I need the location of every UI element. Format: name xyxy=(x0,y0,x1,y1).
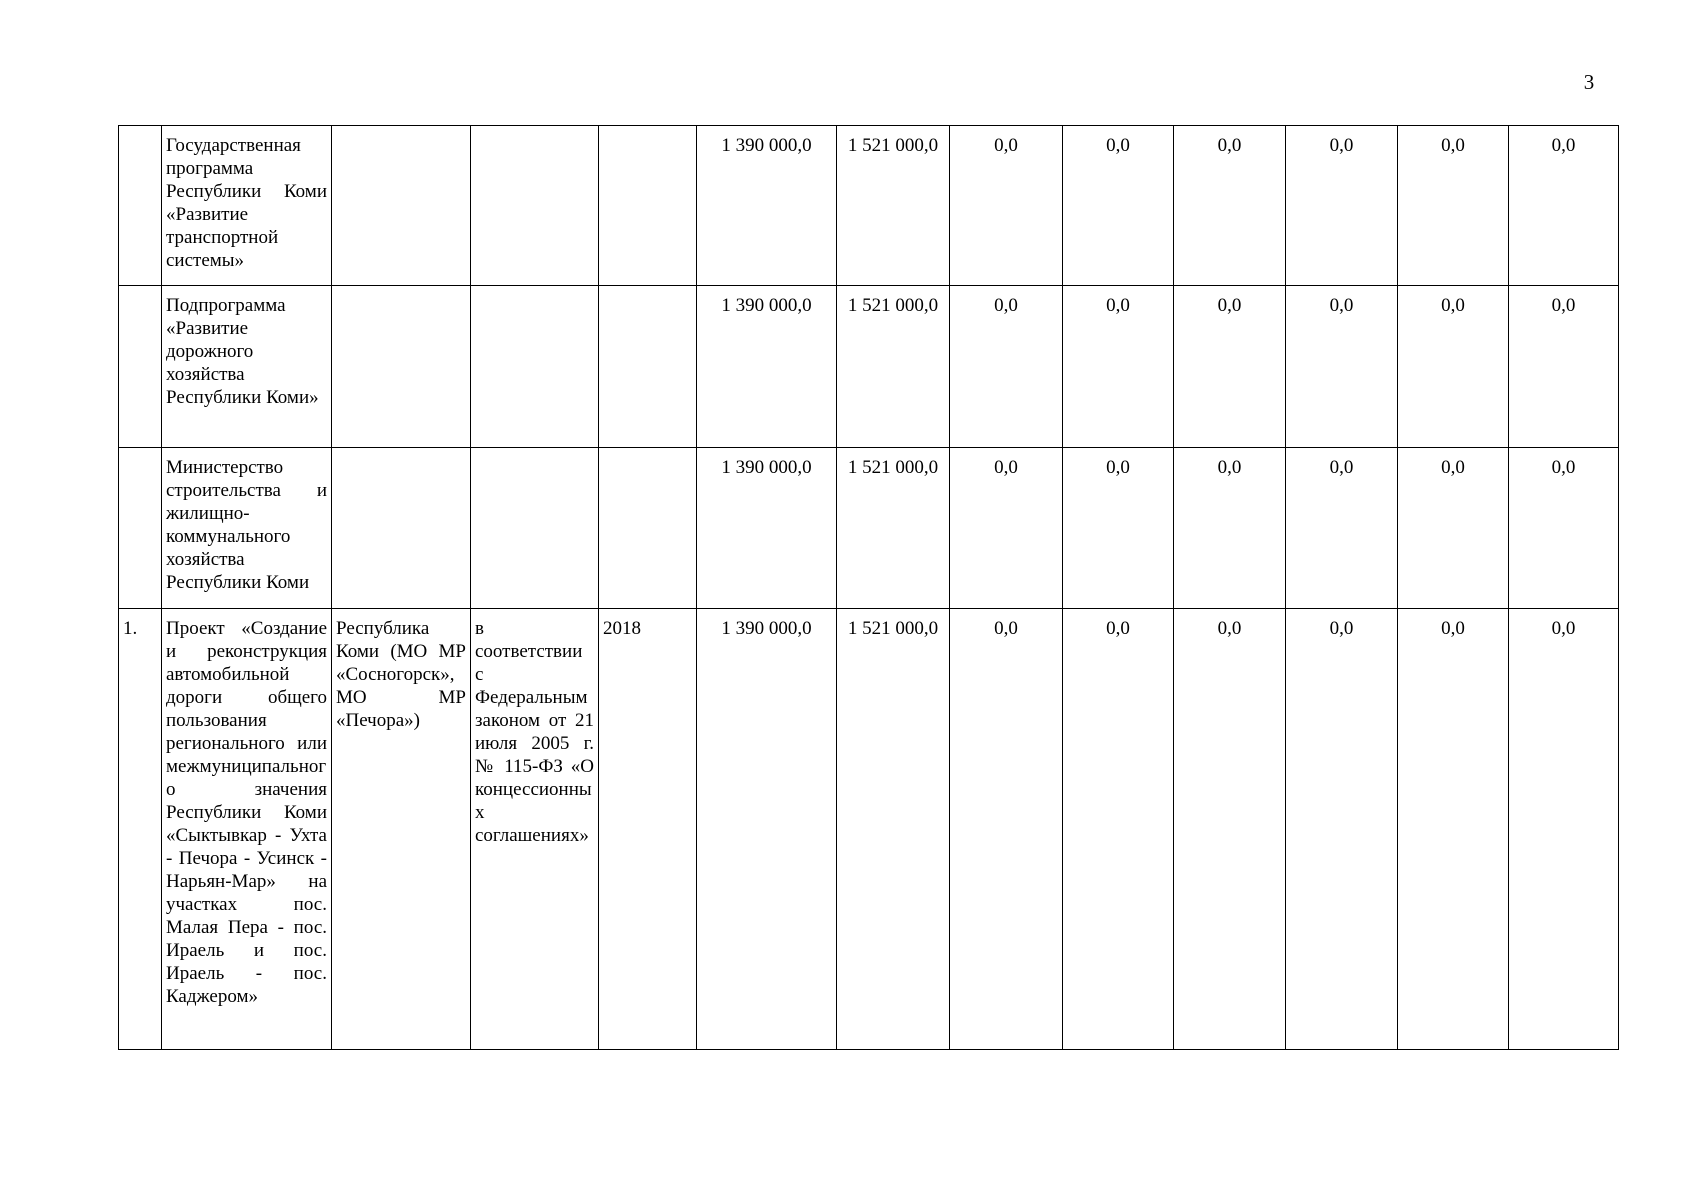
value-cell: 0,0 xyxy=(1063,126,1174,286)
value-cell: 0,0 xyxy=(1063,609,1174,1050)
territory-cell xyxy=(332,286,471,448)
program-name-cell: Министерство строительства и жилищно-коммунального хозяйства Республики Коми xyxy=(162,448,332,609)
budget-table xyxy=(118,125,1619,1050)
value-cell: 0,0 xyxy=(1398,126,1509,286)
year-cell xyxy=(599,126,697,286)
table-row xyxy=(119,448,1619,609)
year-cell xyxy=(599,448,697,609)
value-cell: 0,0 xyxy=(1398,609,1509,1050)
value-cell: 0,0 xyxy=(950,286,1063,448)
value-cell: 0,0 xyxy=(1174,448,1286,609)
year-cell xyxy=(599,286,697,448)
page-number: 3 xyxy=(1583,70,1595,94)
row-number-cell: 1. xyxy=(119,609,162,1050)
total-cost-cell: 1 390 000,0 xyxy=(697,286,837,448)
territory-cell xyxy=(332,448,471,609)
territory-cell xyxy=(332,126,471,286)
value-cell: 0,0 xyxy=(1286,286,1398,448)
program-name-cell: Государственная программа Республики Коми «Развитие транспортной системы» xyxy=(162,126,332,286)
total-cost-cell: 1 521 000,0 xyxy=(837,286,950,448)
territory-cell: Республика Коми (МО МР «Сосногорск», МО МР «Печора») xyxy=(332,609,471,1050)
value-cell: 0,0 xyxy=(1063,286,1174,448)
row-number-cell xyxy=(119,286,162,448)
value-cell: 0,0 xyxy=(1398,286,1509,448)
total-cost-cell: 1 521 000,0 xyxy=(837,448,950,609)
value-cell: 0,0 xyxy=(1509,126,1619,286)
total-cost-cell: 1 390 000,0 xyxy=(697,448,837,609)
row-number-cell xyxy=(119,126,162,286)
value-cell: 0,0 xyxy=(1509,448,1619,609)
total-cost-cell: 1 390 000,0 xyxy=(697,126,837,286)
value-cell: 0,0 xyxy=(950,126,1063,286)
total-cost-cell: 1 390 000,0 xyxy=(697,609,837,1050)
value-cell: 0,0 xyxy=(1174,609,1286,1050)
value-cell: 0,0 xyxy=(1286,126,1398,286)
value-cell: 0,0 xyxy=(1286,609,1398,1050)
value-cell: 0,0 xyxy=(1509,286,1619,448)
value-cell: 0,0 xyxy=(1509,609,1619,1050)
form-cell: в соответствии с Федеральным законом от 21 июля 2005 г. № 115-ФЗ «О концессионных соглашениях» xyxy=(471,609,599,1050)
total-cost-cell: 1 521 000,0 xyxy=(837,609,950,1050)
form-cell xyxy=(471,126,599,286)
value-cell: 0,0 xyxy=(950,609,1063,1050)
value-cell: 0,0 xyxy=(1398,448,1509,609)
total-cost-cell: 1 521 000,0 xyxy=(837,126,950,286)
program-name-cell: Проект «Создание и реконструкция автомобильной дороги общего пользования регионального или межмуниципального значения Республики Коми «Сыктывкар - Ухта - Печора - Усинск - Нарьян-Мар» на участках пос. Малая Пера - пос. Ираель и пос. Ираель - пос. Каджером» xyxy=(162,609,332,1050)
table-row xyxy=(119,286,1619,448)
value-cell: 0,0 xyxy=(1174,286,1286,448)
form-cell xyxy=(471,448,599,609)
table-row xyxy=(119,609,1619,1050)
program-name-cell: Подпрограмма «Развитие дорожного хозяйства Республики Коми» xyxy=(162,286,332,448)
value-cell: 0,0 xyxy=(950,448,1063,609)
form-cell xyxy=(471,286,599,448)
year-cell: 2018 xyxy=(599,609,697,1050)
value-cell: 0,0 xyxy=(1286,448,1398,609)
row-number-cell xyxy=(119,448,162,609)
value-cell: 0,0 xyxy=(1063,448,1174,609)
value-cell: 0,0 xyxy=(1174,126,1286,286)
table-row xyxy=(119,126,1619,286)
